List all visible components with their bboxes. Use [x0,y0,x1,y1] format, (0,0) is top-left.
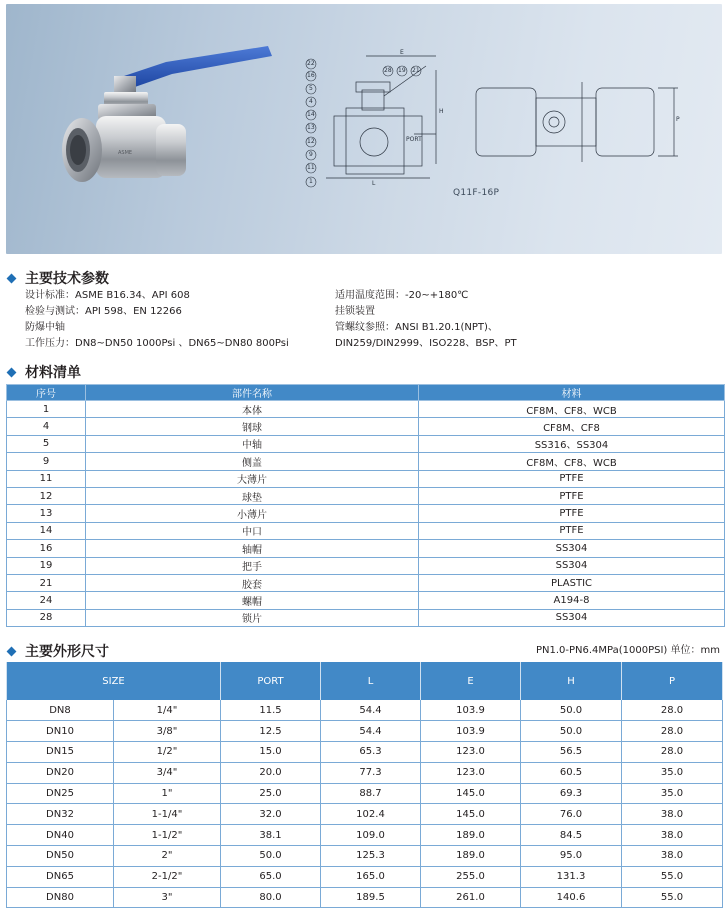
callout-16: 16 [307,72,315,79]
cell-material: CF8M、CF8、WCB [419,453,725,470]
cell-no: 9 [7,453,86,470]
table-row [7,522,725,539]
cell-material: SS304 [419,557,725,574]
cell-material: A194-8 [419,592,725,609]
dimensions-body [7,700,723,908]
col-header-p: P [622,662,723,700]
diamond-bullet-icon [7,367,17,377]
cell-part: 胶套 [86,574,419,591]
cell-p: 35.0 [622,783,723,804]
spec-blowout-stem: 防爆中轴 [25,322,65,333]
cell-p: 35.0 [622,762,723,783]
cell-h: 50.0 [521,700,622,721]
col-header-part: 部件名称 [86,385,419,401]
cell-dn: DN50 [7,846,114,867]
cell-port: 80.0 [221,887,321,908]
table-row [7,435,725,452]
callout-14: 14 [307,111,315,118]
table-row [7,804,723,825]
cell-port: 65.0 [221,866,321,887]
cell-h: 95.0 [521,846,622,867]
table-row [7,592,725,609]
cell-port: 50.0 [221,846,321,867]
cell-port: 15.0 [221,742,321,763]
cell-port: 32.0 [221,804,321,825]
callout-13: 13 [307,124,315,131]
cell-l: 54.4 [321,700,421,721]
specs-right-column [335,288,517,352]
hero-banner [6,4,722,254]
callout-19: 19 [398,67,406,74]
callout-28: 28 [384,67,392,74]
svg-text:ASME: ASME [118,150,133,156]
spec-testing: 检验与测试：API 598、EN 12266 [25,306,182,317]
cell-p: 28.0 [622,721,723,742]
cell-port: 25.0 [221,783,321,804]
unit-note: PN1.0-PN6.4MPa(1000PSI) 单位：mm [535,645,720,656]
cell-e: 261.0 [421,887,521,908]
cell-part: 侧盖 [86,453,419,470]
cell-part: 大薄片 [86,470,419,487]
cell-inch: 2" [114,846,221,867]
cell-no: 16 [7,540,86,557]
valve-photo [62,46,272,182]
cell-inch: 1/2" [114,742,221,763]
cell-material: CF8M、CF8 [419,418,725,435]
cell-h: 50.0 [521,721,622,742]
callout-12: 12 [307,138,315,145]
diamond-bullet-icon [7,273,17,283]
dimensions-header [6,641,109,661]
cell-no: 5 [7,435,86,452]
table-row [7,846,723,867]
table-row [7,505,725,522]
cell-part: 螺帽 [86,592,419,609]
callout-9: 9 [309,151,313,158]
cell-dn: DN32 [7,804,114,825]
cell-dn: DN10 [7,721,114,742]
table-row [7,866,723,887]
cell-p: 38.0 [622,825,723,846]
specs-header [6,268,109,288]
cell-dn: DN8 [7,700,114,721]
callout-5: 5 [309,85,313,92]
cell-material: PLASTIC [419,574,725,591]
cell-l: 109.0 [321,825,421,846]
table-row [7,453,725,470]
spec-temperature: 适用温度范围：-20~+180℃ [335,290,469,301]
cell-material: PTFE [419,470,725,487]
materials-header [6,362,81,382]
specs-left-column [25,288,289,352]
cell-part: 钢球 [86,418,419,435]
table-row [7,574,725,591]
callout-4: 4 [309,98,313,105]
cell-dn: DN20 [7,762,114,783]
cell-e: 189.0 [421,825,521,846]
cell-e: 103.9 [421,700,521,721]
cell-h: 84.5 [521,825,622,846]
cell-p: 55.0 [622,887,723,908]
dimensions-title: 主要外形尺寸 [25,644,109,660]
cell-no: 14 [7,522,86,539]
cell-no: 28 [7,609,86,626]
spec-thread-standard: 管螺纹参照：ANSI B1.20.1(NPT)、 [335,322,498,333]
table-row [7,609,725,626]
cell-l: 65.3 [321,742,421,763]
cell-h: 69.3 [521,783,622,804]
spec-design-standard: 设计标准：ASME B16.34、API 608 [25,290,190,301]
col-header-e: E [421,662,521,700]
col-header-material: 材料 [419,385,725,401]
cell-part: 轴帽 [86,540,419,557]
table-row [7,700,723,721]
dim-label-l: L [372,180,376,187]
dimensions-header-row [7,662,723,700]
cell-dn: DN80 [7,887,114,908]
cell-e: 103.9 [421,721,521,742]
cell-p: 55.0 [622,866,723,887]
materials-header-row [7,385,725,401]
spec-thread-standard-cont: DIN259/DIN2999、ISO228、BSP、PT [335,338,517,349]
hero-artwork [6,4,722,254]
materials-table [6,384,725,627]
cell-no: 1 [7,401,86,418]
col-header-no: 序号 [7,385,86,401]
callout-21: 21 [412,67,420,74]
col-header-size: SIZE [7,662,221,700]
cell-h: 60.5 [521,762,622,783]
cell-port: 20.0 [221,762,321,783]
dim-label-port: PORT [406,136,422,143]
cell-port: 11.5 [221,700,321,721]
table-row [7,783,723,804]
cell-no: 4 [7,418,86,435]
table-row [7,887,723,908]
cell-part: 小薄片 [86,505,419,522]
cell-l: 77.3 [321,762,421,783]
materials-title: 材料清单 [25,365,81,381]
cell-no: 11 [7,470,86,487]
cell-material: PTFE [419,505,725,522]
cell-material: CF8M、CF8、WCB [419,401,725,418]
cell-material: PTFE [419,522,725,539]
spec-working-pressure: 工作压力：DN8~DN50 1000Psi 、DN65~DN80 800Psi [25,338,289,349]
cell-material: SS316、SS304 [419,435,725,452]
cell-p: 38.0 [622,846,723,867]
table-row [7,762,723,783]
model-number: Q11F-16P [453,188,500,198]
cell-e: 123.0 [421,742,521,763]
table-row [7,401,725,418]
cell-inch: 1" [114,783,221,804]
table-row [7,470,725,487]
dim-label-h: H [439,108,444,115]
cell-inch: 1-1/2" [114,825,221,846]
cell-h: 76.0 [521,804,622,825]
cell-part: 本体 [86,401,419,418]
cell-no: 19 [7,557,86,574]
cell-dn: DN65 [7,866,114,887]
cell-dn: DN15 [7,742,114,763]
valve-handle-shape [124,46,272,88]
dim-label-p: P [676,116,680,123]
table-row [7,825,723,846]
specs-title: 主要技术参数 [25,271,109,287]
cell-l: 88.7 [321,783,421,804]
dim-label-e: E [400,49,404,56]
cell-p: 38.0 [622,804,723,825]
col-header-h: H [521,662,622,700]
table-row [7,540,725,557]
dimensions-table [6,662,723,908]
cell-inch: 3/4" [114,762,221,783]
cell-inch: 3/8" [114,721,221,742]
cell-h: 140.6 [521,887,622,908]
cell-inch: 3" [114,887,221,908]
cell-part: 把手 [86,557,419,574]
cell-l: 54.4 [321,721,421,742]
cell-port: 38.1 [221,825,321,846]
cell-dn: DN25 [7,783,114,804]
callout-22: 22 [307,60,315,67]
spec-locking-device: 挂锁装置 [335,306,375,317]
cell-material: SS304 [419,609,725,626]
col-header-l: L [321,662,421,700]
cell-inch: 1/4" [114,700,221,721]
cell-inch: 1-1/4" [114,804,221,825]
cell-h: 56.5 [521,742,622,763]
table-row [7,721,723,742]
cell-e: 255.0 [421,866,521,887]
cell-e: 189.0 [421,846,521,867]
cell-part: 中口 [86,522,419,539]
diamond-bullet-icon [7,646,17,656]
cell-no: 21 [7,574,86,591]
side-drawing [476,82,678,162]
cell-no: 13 [7,505,86,522]
cell-l: 165.0 [321,866,421,887]
callout-11: 11 [307,164,315,171]
cell-e: 123.0 [421,762,521,783]
cell-e: 145.0 [421,804,521,825]
cell-l: 125.3 [321,846,421,867]
cell-part: 锁片 [86,609,419,626]
callout-1: 1 [309,178,313,185]
table-row [7,557,725,574]
cell-inch: 2-1/2" [114,866,221,887]
cell-material: SS304 [419,540,725,557]
cell-no: 12 [7,487,86,504]
table-row [7,418,725,435]
cell-h: 131.3 [521,866,622,887]
cell-dn: DN40 [7,825,114,846]
cell-part: 中轴 [86,435,419,452]
col-header-port: PORT [221,662,321,700]
cell-l: 102.4 [321,804,421,825]
cell-part: 球垫 [86,487,419,504]
table-row [7,742,723,763]
cell-material: PTFE [419,487,725,504]
cell-e: 145.0 [421,783,521,804]
table-row [7,487,725,504]
cell-p: 28.0 [622,700,723,721]
cell-l: 189.5 [321,887,421,908]
cell-p: 28.0 [622,742,723,763]
cell-port: 12.5 [221,721,321,742]
cell-no: 24 [7,592,86,609]
